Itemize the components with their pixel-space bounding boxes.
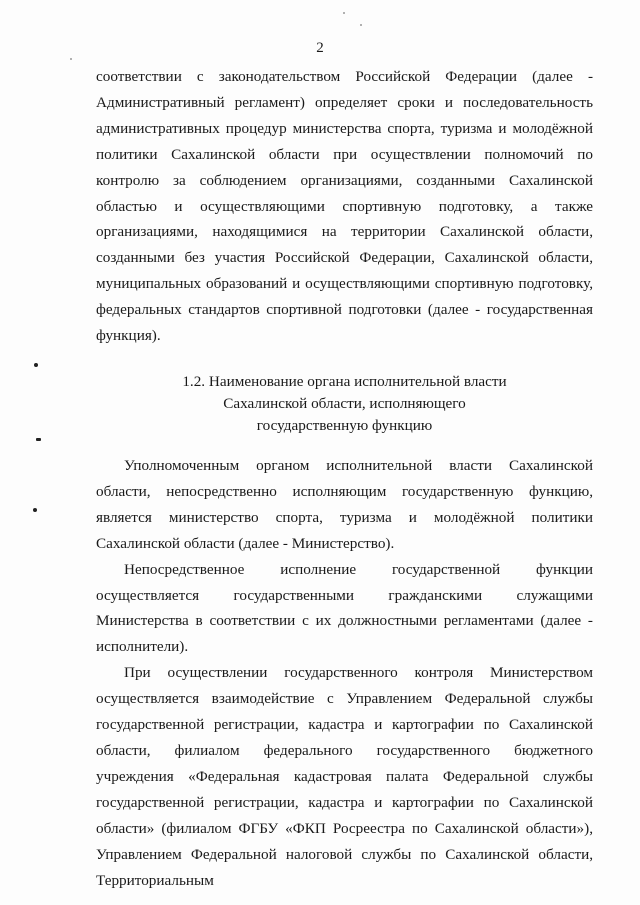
paragraph-continuation [96, 64, 593, 349]
paragraph-4: При осуществлении государственного контроля Министерством осуществляется взаимодействие с Управлением Федеральной службы государственной регистрации, кадастра и картографии по Сахалинской области, филиалом федерального государственного бюджетного учреждения «Федеральная кадастровая палата Федеральной службы государственной регистрации, кадастра и картографии по Сахалинской области» (филиалом ФГБУ «ФКП Росреестра по Сахалинской области»), Управлением Федеральной налоговой службы по Сахалинской области, Территориальным [96, 664, 593, 889]
scan-mark [33, 508, 37, 512]
paragraph-3: Непосредственное исполнение государственной функции осуществляется государственными гражданскими служащими Министерства в соответствии с их должностными регламентами (далее - исполнители). [96, 560, 593, 656]
paragraph-2: Уполномоченным органом исполнительной власти Сахалинской области, непосредственно исполняющим государственную функцию, является министерство спорта, туризма и молодёжной политики Сахалинской области (далее - Министерство). [96, 457, 593, 552]
heading-line-1: 1.2. Наименование органа исполнительной власти [182, 373, 507, 390]
page-number: 2 [316, 40, 324, 56]
section-heading [96, 371, 593, 437]
paragraph-1: соответствии с законодательством Российской Федерации (далее - Административный регламент) определяет сроки и последовательность административных процедур министерства спорта, туризма и молодёжной политики Сахалинской области при осуществлении полномочий по контролю за соблюдением организациями, созданными Сахалинской областью и осуществляющими спортивную подготовку, а также организациями, находящимися на территории Сахалинской области, созданными без участия Российской Федерации, Сахалинской области, муниципальных образований и осуществляющими спортивную подготовку, федеральных стандартов спортивной подготовки (далее - государственная функция). [96, 68, 593, 345]
heading-line-3: государственную функцию [256, 417, 433, 434]
scan-speck [70, 58, 72, 60]
scan-speck [360, 24, 362, 26]
heading-line-2: Сахалинской области, исполняющего [223, 395, 466, 412]
scan-speck [343, 12, 345, 14]
section-body [96, 453, 593, 893]
scan-mark [36, 438, 41, 441]
scan-mark [34, 363, 38, 367]
